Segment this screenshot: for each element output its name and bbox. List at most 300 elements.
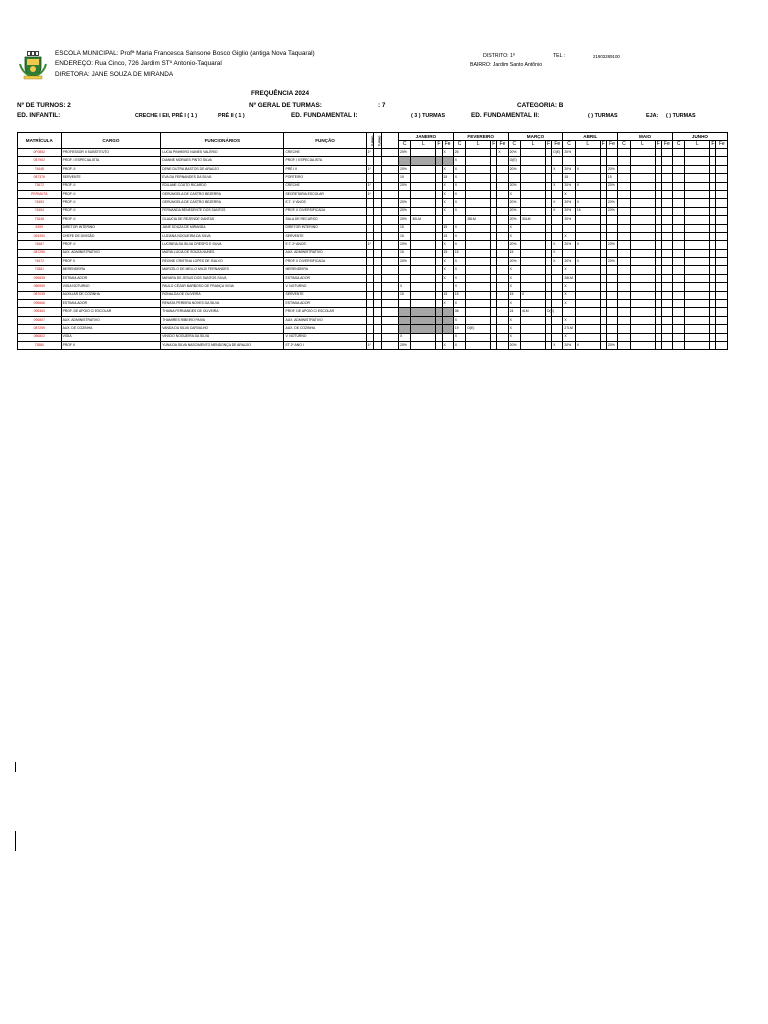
cell-turno-2 <box>374 249 381 257</box>
subheader-mar-fe: Fe <box>552 141 563 149</box>
cell-mar-c: 20% <box>508 149 520 157</box>
cell-turno-2 <box>374 266 381 274</box>
cell-cargo: PROF II <box>61 341 161 349</box>
cell-fev-fe <box>497 274 508 282</box>
cell-jun-c <box>672 182 684 190</box>
cell-mai-l <box>630 325 655 333</box>
cell-mar-c: X <box>508 266 520 274</box>
cell-abr-l <box>575 333 600 341</box>
table-row <box>18 174 728 182</box>
cell-jan-l <box>411 291 436 299</box>
cell-turno-2 <box>374 149 381 157</box>
cell-jan-fe: X <box>442 241 453 249</box>
subheader-abr-l: L <box>575 141 600 149</box>
cell-mar-l <box>521 199 546 207</box>
header-month-abr: ABRIL <box>563 133 618 141</box>
cell-funcao: DIRETOR INTERINO <box>284 224 366 232</box>
cell-mar-c: X <box>508 232 520 240</box>
table-row <box>18 316 728 324</box>
cell-turno-1: 1º <box>366 182 373 190</box>
cell-fev-l <box>466 165 491 173</box>
cell-turno-2 <box>374 283 381 291</box>
cell-cargo: CHEFE DE DIVISÃO <box>61 232 161 240</box>
cell-mar-fe <box>552 291 563 299</box>
cell-fev-l <box>466 258 491 266</box>
cell-mai-c <box>618 266 630 274</box>
cell-jan-l <box>411 258 436 266</box>
cell-funcionario: FERNANDA BENEDENTE DOS SANTOS <box>161 207 284 215</box>
cell-jan-l <box>411 308 436 316</box>
cell-abr-l <box>575 149 600 157</box>
cell-jan-fe: 15 <box>442 224 453 232</box>
cell-jun-fe <box>716 258 728 266</box>
cell-jan-c: 20% <box>398 258 410 266</box>
cell-mar-l <box>521 249 546 257</box>
cell-mar-c: 24 <box>508 308 520 316</box>
cell-funcionario: RONALDA DE OLIVEIRA <box>161 291 284 299</box>
header-month-fev: FEVEREIRO <box>453 133 508 141</box>
cell-cargo: PROF II <box>61 258 161 266</box>
cell-funcao: ET 2º ANO I <box>284 341 366 349</box>
cell-mai-c <box>618 199 630 207</box>
cell-jan-fe: 15 <box>442 174 453 182</box>
cell-matricula: 095363 <box>18 308 62 316</box>
cell-mai-fe <box>661 157 672 165</box>
cell-blank <box>381 316 398 324</box>
cell-abr-fe <box>606 216 617 224</box>
cell-funcao: ESTIMULADOR <box>284 274 366 282</box>
cell-turno-2 <box>374 207 381 215</box>
table-row <box>18 300 728 308</box>
cell-fev-fe <box>497 308 508 316</box>
cell-jan-fe: X <box>442 165 453 173</box>
cell-mar-l <box>521 300 546 308</box>
attendance-table <box>17 132 728 350</box>
cell-jan-l <box>411 249 436 257</box>
cell-mar-l <box>521 165 546 173</box>
cell-abr-l <box>575 300 600 308</box>
cell-jan-c <box>398 274 410 282</box>
cell-abr-fe: 20% <box>606 182 617 190</box>
cell-funcionario: RENATA PEREIRA NOVES DA SILVA <box>161 300 284 308</box>
cell-mai-c <box>618 308 630 316</box>
cell-mar-fe: X <box>552 258 563 266</box>
cell-turno-1 <box>366 316 373 324</box>
cell-fev-fe <box>497 207 508 215</box>
cell-funcao: AUX. ADMINISTRATIVO <box>284 316 366 324</box>
cell-jan-fe: X <box>442 300 453 308</box>
cell-jan-l <box>411 224 436 232</box>
cell-mar-l <box>521 341 546 349</box>
cell-mai-c <box>618 325 630 333</box>
cell-jan-c: X <box>398 333 410 341</box>
cell-mai-l <box>630 149 655 157</box>
cell-jan-c: X <box>398 283 410 291</box>
cell-mar-fe <box>552 157 563 165</box>
cell-fev-c: X <box>453 232 465 240</box>
cell-fev-c: X <box>453 258 465 266</box>
cell-jun-c <box>672 300 684 308</box>
cell-jan-fe <box>442 333 453 341</box>
cell-fev-fe <box>497 199 508 207</box>
cell-cargo: AUX. DE COZINHA <box>61 325 161 333</box>
subheader-jun-c: C <box>672 141 684 149</box>
cell-jun-l <box>685 165 710 173</box>
cell-mai-c <box>618 149 630 157</box>
cell-mar-l: 30LM <box>521 216 546 224</box>
cell-jun-l <box>685 241 710 249</box>
cell-funcionario: REGINE CRISTINA LOPES DE ISALVO <box>161 258 284 266</box>
turmas-label: Nº GERAL DE TURMAS: <box>249 102 322 109</box>
cell-fev-c: X <box>453 341 465 349</box>
cell-matricula: 087035 <box>18 291 62 299</box>
cell-jun-c <box>672 149 684 157</box>
cell-mai-fe <box>661 190 672 198</box>
cell-matricula: 73672 <box>18 182 62 190</box>
cell-abr-l <box>575 266 600 274</box>
cell-mar-l <box>521 333 546 341</box>
cell-matricula: 095666 <box>18 300 62 308</box>
cell-jan-fe: 15 <box>442 291 453 299</box>
cell-abr-fe: 20% <box>606 241 617 249</box>
table-row <box>18 341 728 349</box>
cell-jun-l <box>685 207 710 215</box>
cell-mar-c: X <box>508 333 520 341</box>
header-month-mar: MARÇO <box>508 133 563 141</box>
subheader-jan-l: L <box>411 141 436 149</box>
cell-blank <box>381 207 398 215</box>
cell-mar-c: 20% <box>508 258 520 266</box>
cell-mai-l <box>630 224 655 232</box>
cell-fev-l <box>466 224 491 232</box>
cell-jun-l <box>685 274 710 282</box>
subheader-abr-fe: Fe <box>606 141 617 149</box>
cell-abr-c: X <box>563 333 575 341</box>
cell-mai-fe <box>661 182 672 190</box>
cell-blank <box>381 165 398 173</box>
subheader-jun-fe: Fe <box>716 141 728 149</box>
cell-mai-l <box>630 258 655 266</box>
cell-abr-c: 20% <box>563 216 575 224</box>
cell-jun-fe <box>716 333 728 341</box>
cell-blank <box>381 199 398 207</box>
cell-funcao: SERVENTE <box>284 291 366 299</box>
cell-jan-l <box>411 174 436 182</box>
cell-fev-c: X <box>453 165 465 173</box>
table-row <box>18 149 728 157</box>
cell-abr-fe <box>606 300 617 308</box>
cell-mar-l <box>521 266 546 274</box>
cell-jun-fe <box>716 216 728 224</box>
cell-mar-fe: X <box>552 207 563 215</box>
cell-abr-fe <box>606 274 617 282</box>
cell-mai-c <box>618 258 630 266</box>
cell-matricula: 0F0852 <box>18 149 62 157</box>
cell-matricula: 73648 <box>18 216 62 224</box>
cell-funcao: E.T. 2º ANOS <box>284 241 366 249</box>
cell-turno-2 <box>374 199 381 207</box>
cell-jun-c <box>672 258 684 266</box>
cell-abr-l <box>575 291 600 299</box>
cell-mar-l <box>521 182 546 190</box>
cell-mar-l <box>521 149 546 157</box>
table-row <box>18 232 728 240</box>
cell-abr-fe <box>606 224 617 232</box>
cell-fev-fe <box>497 283 508 291</box>
cell-mai-l <box>630 207 655 215</box>
cell-fev-c: X <box>453 199 465 207</box>
cell-jan-fe <box>442 157 453 165</box>
ed-infantil-label: ED. INFANTIL: <box>17 112 61 119</box>
cell-mar-fe <box>552 174 563 182</box>
cell-cargo: VIGIA <box>61 333 161 341</box>
cell-abr-c: X <box>563 291 575 299</box>
cell-mar-fe <box>552 274 563 282</box>
table-row <box>18 249 728 257</box>
cell-abr-c: 20% <box>563 149 575 157</box>
cell-abr-l: X <box>575 182 600 190</box>
cell-turno-2 <box>374 316 381 324</box>
subheader-jan-f: F <box>437 140 441 147</box>
cell-fev-fe <box>497 182 508 190</box>
cell-jan-fe: X <box>442 207 453 215</box>
cell-mar-fe: X <box>552 182 563 190</box>
cell-mai-c <box>618 216 630 224</box>
cell-jun-l <box>685 157 710 165</box>
cell-fev-l: O(E) <box>466 325 491 333</box>
cell-jan-l <box>411 283 436 291</box>
cell-jan-l <box>411 165 436 173</box>
cell-turno-2 <box>374 325 381 333</box>
cell-jun-fe <box>716 283 728 291</box>
cell-jun-l <box>685 232 710 240</box>
cell-jun-fe <box>716 149 728 157</box>
cell-mar-fe <box>552 283 563 291</box>
cell-jun-fe <box>716 291 728 299</box>
cell-mar-l <box>521 325 546 333</box>
cell-jan-fe: 15 <box>442 249 453 257</box>
cell-fev-l <box>466 249 491 257</box>
cell-mai-fe <box>661 216 672 224</box>
cell-jan-l <box>411 341 436 349</box>
cell-funcao: PRÉ I II <box>284 165 366 173</box>
cell-fev-c: X <box>453 182 465 190</box>
cell-jan-c: 15 <box>398 291 410 299</box>
cell-mar-c: X <box>508 283 520 291</box>
cell-funcao: PROF. II DIVERSIFICADA <box>284 207 366 215</box>
cell-jan-c: 15 <box>398 174 410 182</box>
cell-mai-c <box>618 165 630 173</box>
cell-turno-2 <box>374 174 381 182</box>
cell-mar-l <box>521 274 546 282</box>
cell-jun-fe <box>716 341 728 349</box>
cell-abr-l <box>575 283 600 291</box>
cell-cargo: AUX. ADMINISTRATIVO <box>61 316 161 324</box>
cell-fev-l <box>466 333 491 341</box>
cell-jun-fe <box>716 325 728 333</box>
cell-mai-fe <box>661 291 672 299</box>
cell-turno-1 <box>366 291 373 299</box>
cell-abr-fe <box>606 283 617 291</box>
cell-mar-l <box>521 157 546 165</box>
cell-fev-c: X <box>453 316 465 324</box>
cell-fev-c: X <box>453 283 465 291</box>
cell-fev-fe <box>497 333 508 341</box>
cell-mai-l <box>630 190 655 198</box>
cell-matricula: 6399 <box>18 224 62 232</box>
cell-mar-fe: X <box>552 199 563 207</box>
cell-mai-c <box>618 249 630 257</box>
cell-turno-1 <box>366 283 373 291</box>
cell-jan-l <box>411 325 436 333</box>
cell-abr-c: 20% <box>563 341 575 349</box>
cell-jan-c <box>398 300 410 308</box>
cell-matricula: 095835 <box>18 274 62 282</box>
cell-mai-fe <box>661 232 672 240</box>
cell-mar-fe: X <box>552 165 563 173</box>
cell-fev-fe <box>497 232 508 240</box>
cell-cargo: PROF. II <box>61 207 161 215</box>
cell-blank <box>381 157 398 165</box>
cell-mar-fe <box>552 300 563 308</box>
subheader-mai-l: L <box>630 141 655 149</box>
header-funcao: FUNÇÃO <box>284 133 366 149</box>
cell-jan-fe: X <box>442 190 453 198</box>
cell-jun-l <box>685 300 710 308</box>
cell-jun-fe <box>716 316 728 324</box>
cell-jan-l <box>411 199 436 207</box>
cell-cargo: PROF. DE APOIO C/ ESCOLAR <box>61 308 161 316</box>
cell-fev-c: X <box>453 241 465 249</box>
cell-mai-l <box>630 199 655 207</box>
header-blank <box>381 133 398 149</box>
cell-jan-l <box>411 266 436 274</box>
cell-abr-c: 20% <box>563 165 575 173</box>
cell-abr-l <box>575 216 600 224</box>
cell-jun-fe <box>716 207 728 215</box>
cell-mai-l <box>630 291 655 299</box>
cell-jun-l <box>685 341 710 349</box>
cell-fev-l <box>466 308 491 316</box>
cell-abr-c: 20% <box>563 207 575 215</box>
cell-matricula: 086959 <box>18 283 62 291</box>
cell-matricula: 063490 <box>18 232 62 240</box>
cell-jan-c: 20% <box>398 165 410 173</box>
cell-mar-l: X <box>521 291 546 299</box>
subheader-fev-fe: Fe <box>497 141 508 149</box>
cell-blank <box>381 325 398 333</box>
cell-cargo: MERENDEIRA <box>61 266 161 274</box>
table-row <box>18 283 728 291</box>
school-director: DIRETORA: JANE SOUZA DE MIRANDA <box>55 71 174 78</box>
cell-mai-fe <box>661 274 672 282</box>
cell-jun-fe <box>716 241 728 249</box>
cell-jan-fe: X <box>442 199 453 207</box>
cell-fev-c: X <box>453 174 465 182</box>
cell-mai-l <box>630 241 655 249</box>
cell-mai-l <box>630 182 655 190</box>
cell-fev-l <box>466 266 491 274</box>
cell-blank <box>381 174 398 182</box>
cell-abr-c <box>563 224 575 232</box>
cell-abr-c: 28LM <box>563 274 575 282</box>
cell-turno-1: 1º <box>366 241 373 249</box>
cell-abr-fe: 15 <box>606 174 617 182</box>
cell-funcao: PROF. I ESPECIALISTA <box>284 157 366 165</box>
cell-jun-c <box>672 283 684 291</box>
cell-jun-l <box>685 308 710 316</box>
cell-abr-c: X <box>563 232 575 240</box>
cell-turno-1 <box>366 207 373 215</box>
cell-mai-fe <box>661 266 672 274</box>
cell-abr-l <box>575 249 600 257</box>
cell-fev-c: 08 <box>453 308 465 316</box>
subheader-mai-c: C <box>618 141 630 149</box>
cell-mar-c: X <box>508 325 520 333</box>
cell-turno-1 <box>366 300 373 308</box>
cell-mai-l <box>630 216 655 224</box>
school-tel-label: TEL : <box>553 53 566 59</box>
cell-turno-1: 1º <box>366 341 373 349</box>
cell-fev-c: X <box>453 333 465 341</box>
cell-fev-fe <box>497 190 508 198</box>
subheader-jan-c: C <box>398 141 410 149</box>
cell-abr-c: X <box>563 316 575 324</box>
cell-funcionario: GERUNGELA DE CASTRO BEZERRA <box>161 190 284 198</box>
cell-jun-c <box>672 266 684 274</box>
cell-jun-c <box>672 274 684 282</box>
cell-mar-l <box>521 316 546 324</box>
cell-abr-l <box>575 232 600 240</box>
cell-jun-l <box>685 249 710 257</box>
school-address: ENDEREÇO: Rua Cinco, 726 Jardim STº Antonio-Taquaral <box>55 60 222 67</box>
cell-cargo: DIRETOR INTERINO <box>61 224 161 232</box>
cell-abr-c: X <box>563 190 575 198</box>
cell-mar-fe <box>552 333 563 341</box>
cell-cargo: AUX. ADMINISTRATIVO <box>61 249 161 257</box>
cell-mar-c: 20% <box>508 182 520 190</box>
cell-abr-c <box>563 249 575 257</box>
cell-jun-c <box>672 241 684 249</box>
cell-abr-l: X <box>575 199 600 207</box>
cell-mai-l <box>630 308 655 316</box>
cell-jan-c <box>398 157 410 165</box>
cell-abr-fe <box>606 266 617 274</box>
cell-funcionario: MARIA LUCIA DE SOUZA NUNES <box>161 249 284 257</box>
cell-fev-fe <box>497 258 508 266</box>
cell-blank <box>381 333 398 341</box>
cell-mar-fe: X <box>552 341 563 349</box>
cell-abr-fe: 20% <box>606 199 617 207</box>
cell-jun-l <box>685 199 710 207</box>
cell-mar-fe <box>552 190 563 198</box>
subheader-abr-c: C <box>563 141 575 149</box>
cell-funcionario: GLAUCIA DE REZENDE DANTAS <box>161 216 284 224</box>
cell-matricula: 087285 <box>18 249 62 257</box>
cell-funcionario: DENE DUTRA BASTOS DE ARAÚJO <box>161 165 284 173</box>
cell-jun-c <box>672 165 684 173</box>
cell-blank <box>381 291 398 299</box>
cell-jan-l <box>411 241 436 249</box>
cell-mar-c: X <box>508 274 520 282</box>
cell-funcionario: EDILANE COUTO RICARDO <box>161 182 284 190</box>
subheader-mar-l: L <box>521 141 546 149</box>
cell-mar-c: 15 <box>508 249 520 257</box>
subheader-jan-fe: Fe <box>442 141 453 149</box>
cell-jan-c: 20% <box>398 149 410 157</box>
cell-matricula: 73881 <box>18 266 62 274</box>
cell-jan-fe: X <box>442 274 453 282</box>
